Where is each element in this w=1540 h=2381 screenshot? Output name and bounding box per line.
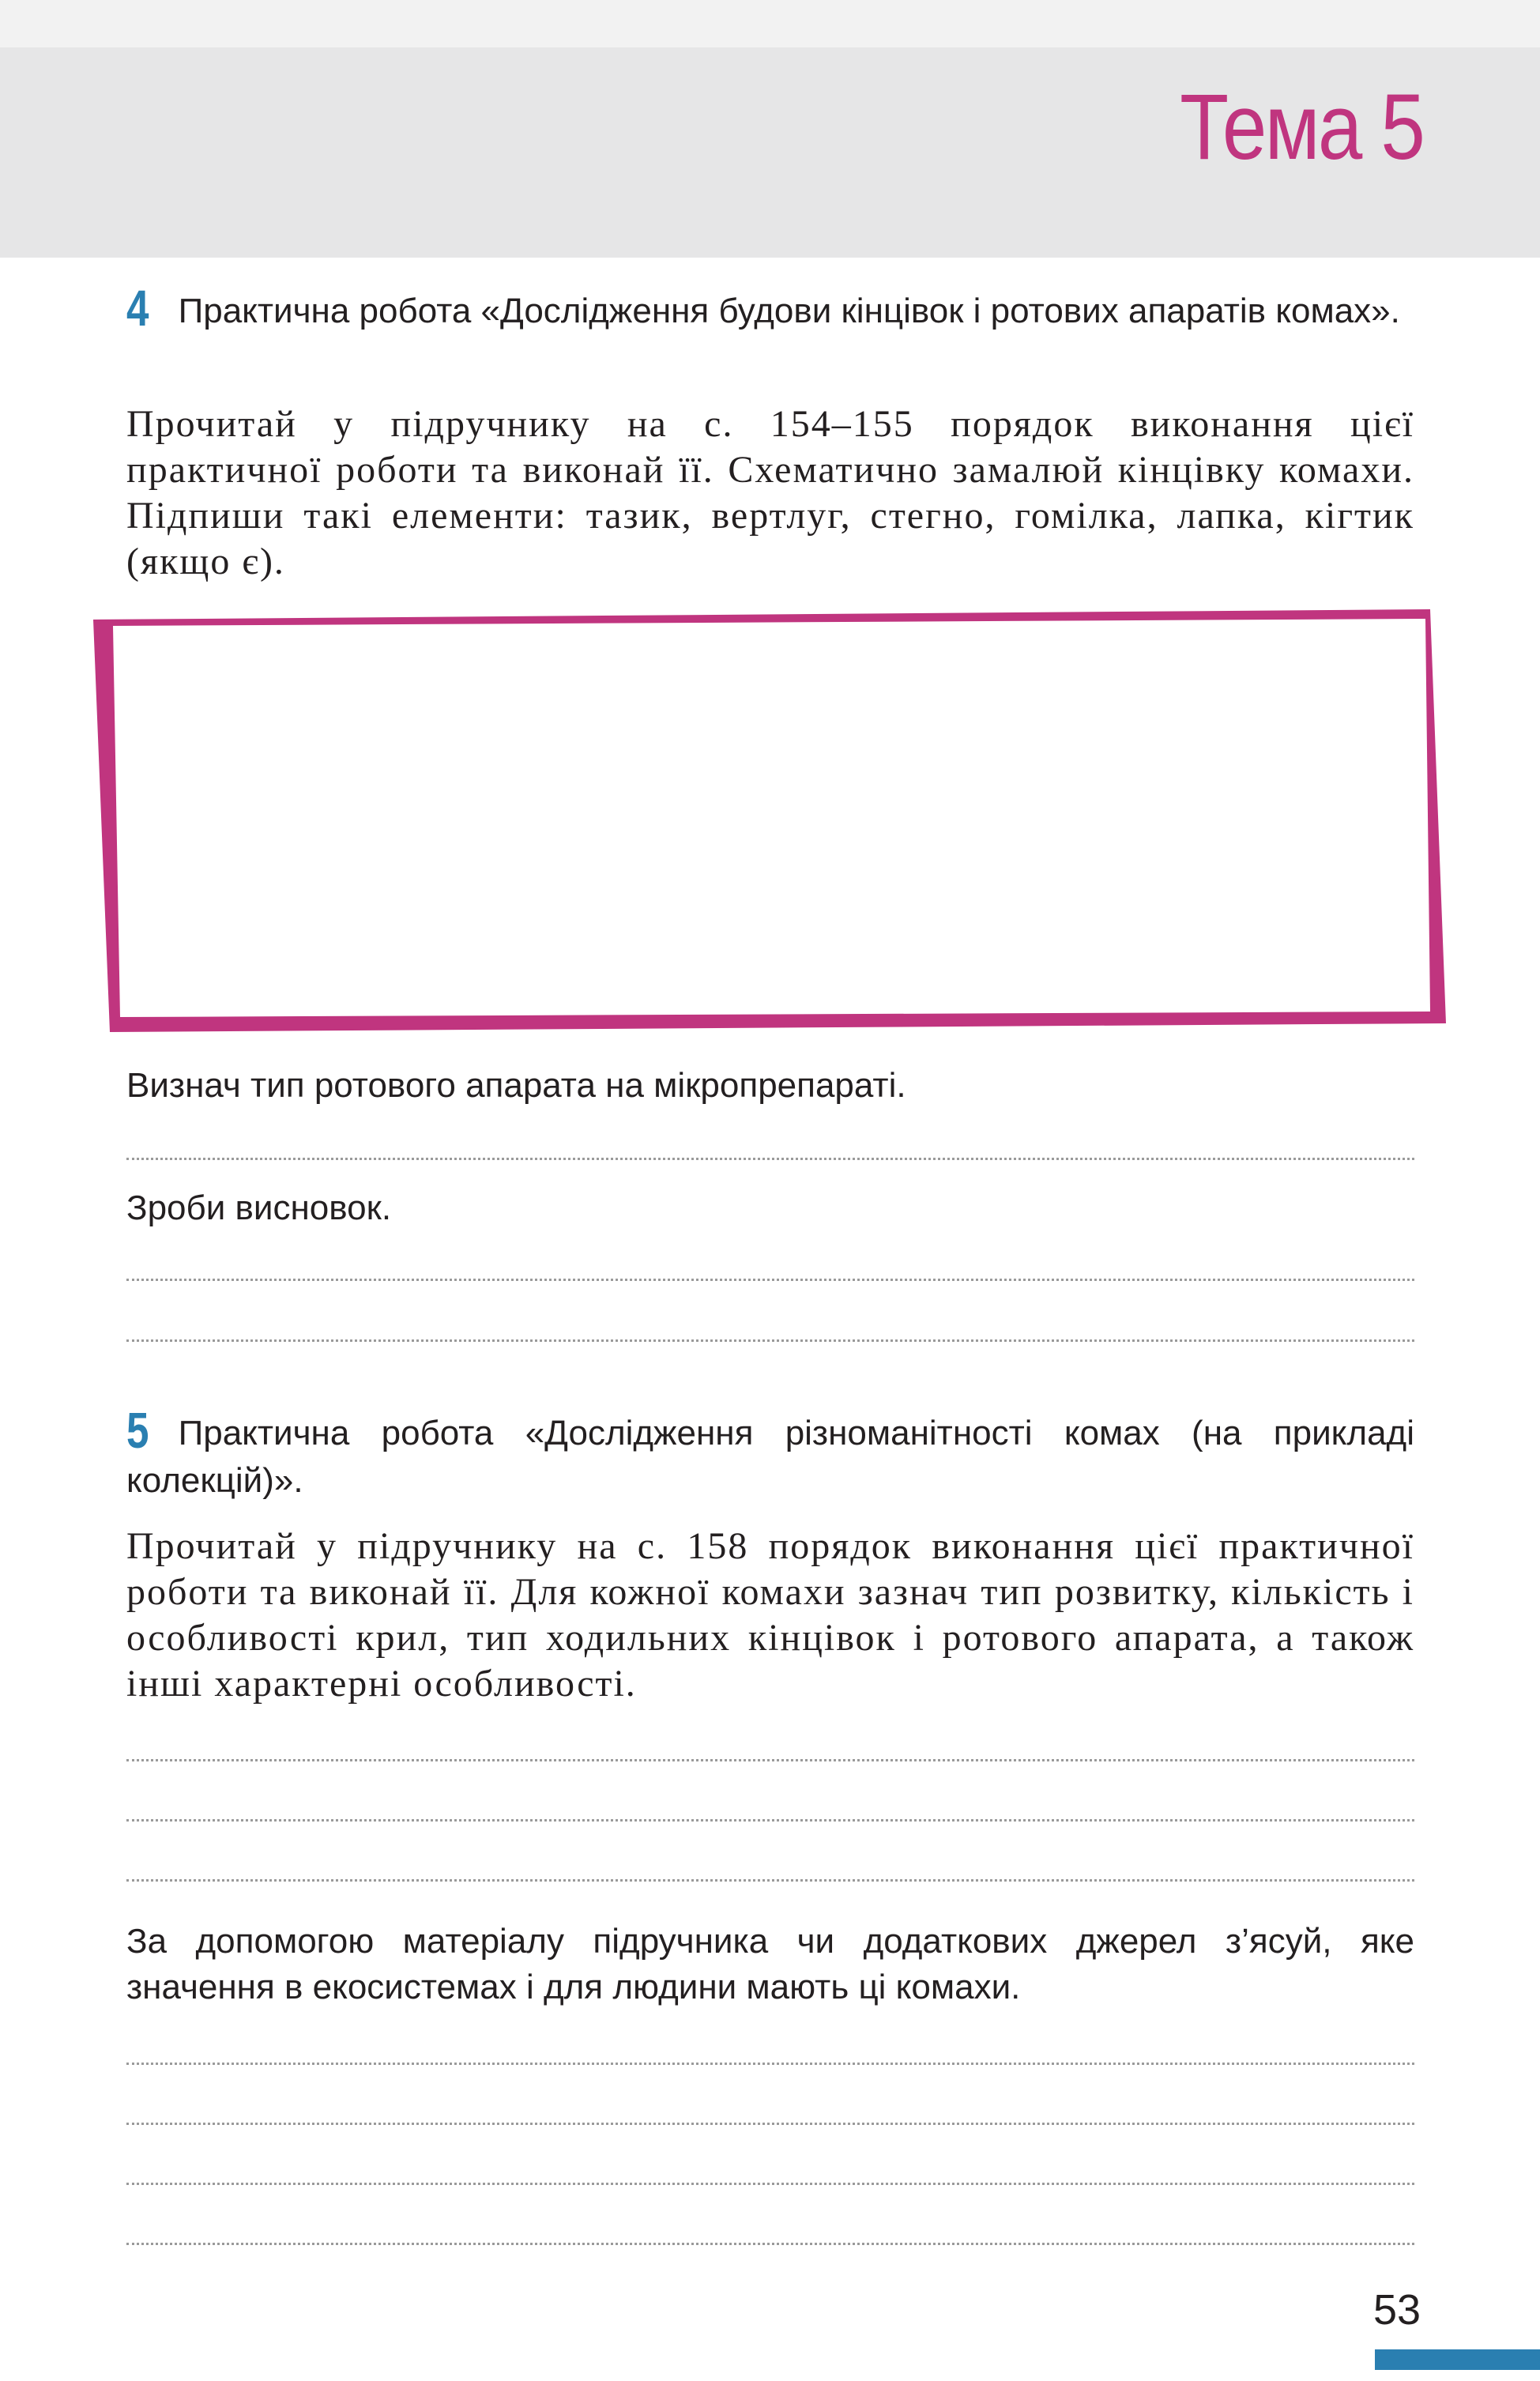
page-number: 53 (1373, 2286, 1421, 2334)
answer-line[interactable] (126, 2243, 1414, 2245)
answer-line[interactable] (126, 2063, 1414, 2065)
task-5-instructions: Прочитай у підручнику на с. 158 порядок виконання цієї практичної роботи та виконай її. Для кожної комахи зазнач тип розвитку, кількість і особливості крил, тип ходильних кінцівок і ротового апарата, а також інші характерні особливості. (126, 1525, 1414, 1705)
task-4-conclusion-prompt: Зроби висновок. (126, 1189, 392, 1227)
answer-line[interactable] (126, 1158, 1414, 1160)
drawing-area-frame[interactable] (0, 0, 1540, 1043)
answer-line[interactable] (126, 1339, 1414, 1342)
task-5-heading (126, 1402, 1414, 1505)
task-4-heading-text: Практична робота «Дослідження будови кінцівок і ротових апаратів комах». (178, 292, 1400, 330)
task-5-number: 5 (126, 1402, 149, 1459)
footer-accent-bar (1375, 2349, 1540, 2370)
answer-line[interactable] (126, 1279, 1414, 1281)
answer-line[interactable] (126, 1759, 1414, 1761)
task-4-instructions: Прочитай у підручнику на с. 154–155 порядок виконання цієї практичної роботи та виконай її. Схематично замалюй кінцівку комахи. Підпиши такі елементи: тазик, вертлуг, стегно, гомілка, лапка, кігтик (якщо є). (126, 403, 1414, 582)
answer-line[interactable] (126, 2123, 1414, 2125)
task-4-mouthparts-question: Визнач тип ротового апарата на мікропрепараті. (126, 1066, 906, 1105)
answer-line[interactable] (126, 1819, 1414, 1822)
topic-title: Тема 5 (1179, 75, 1423, 179)
drawing-area-canvas[interactable] (113, 619, 1430, 1017)
task-5-significance-prompt: За допомогою матеріалу підручника чи додаткових джерел з’ясуй, яке значення в екосистемах і для людини мають ці комахи. (126, 1922, 1414, 2006)
task-5-heading-text: Практична робота «Дослідження різноманітності комах (на прикладі колекцій)». (126, 1414, 1414, 1500)
answer-line[interactable] (126, 2183, 1414, 2185)
task-4-number: 4 (126, 280, 149, 337)
answer-line[interactable] (126, 1879, 1414, 1882)
